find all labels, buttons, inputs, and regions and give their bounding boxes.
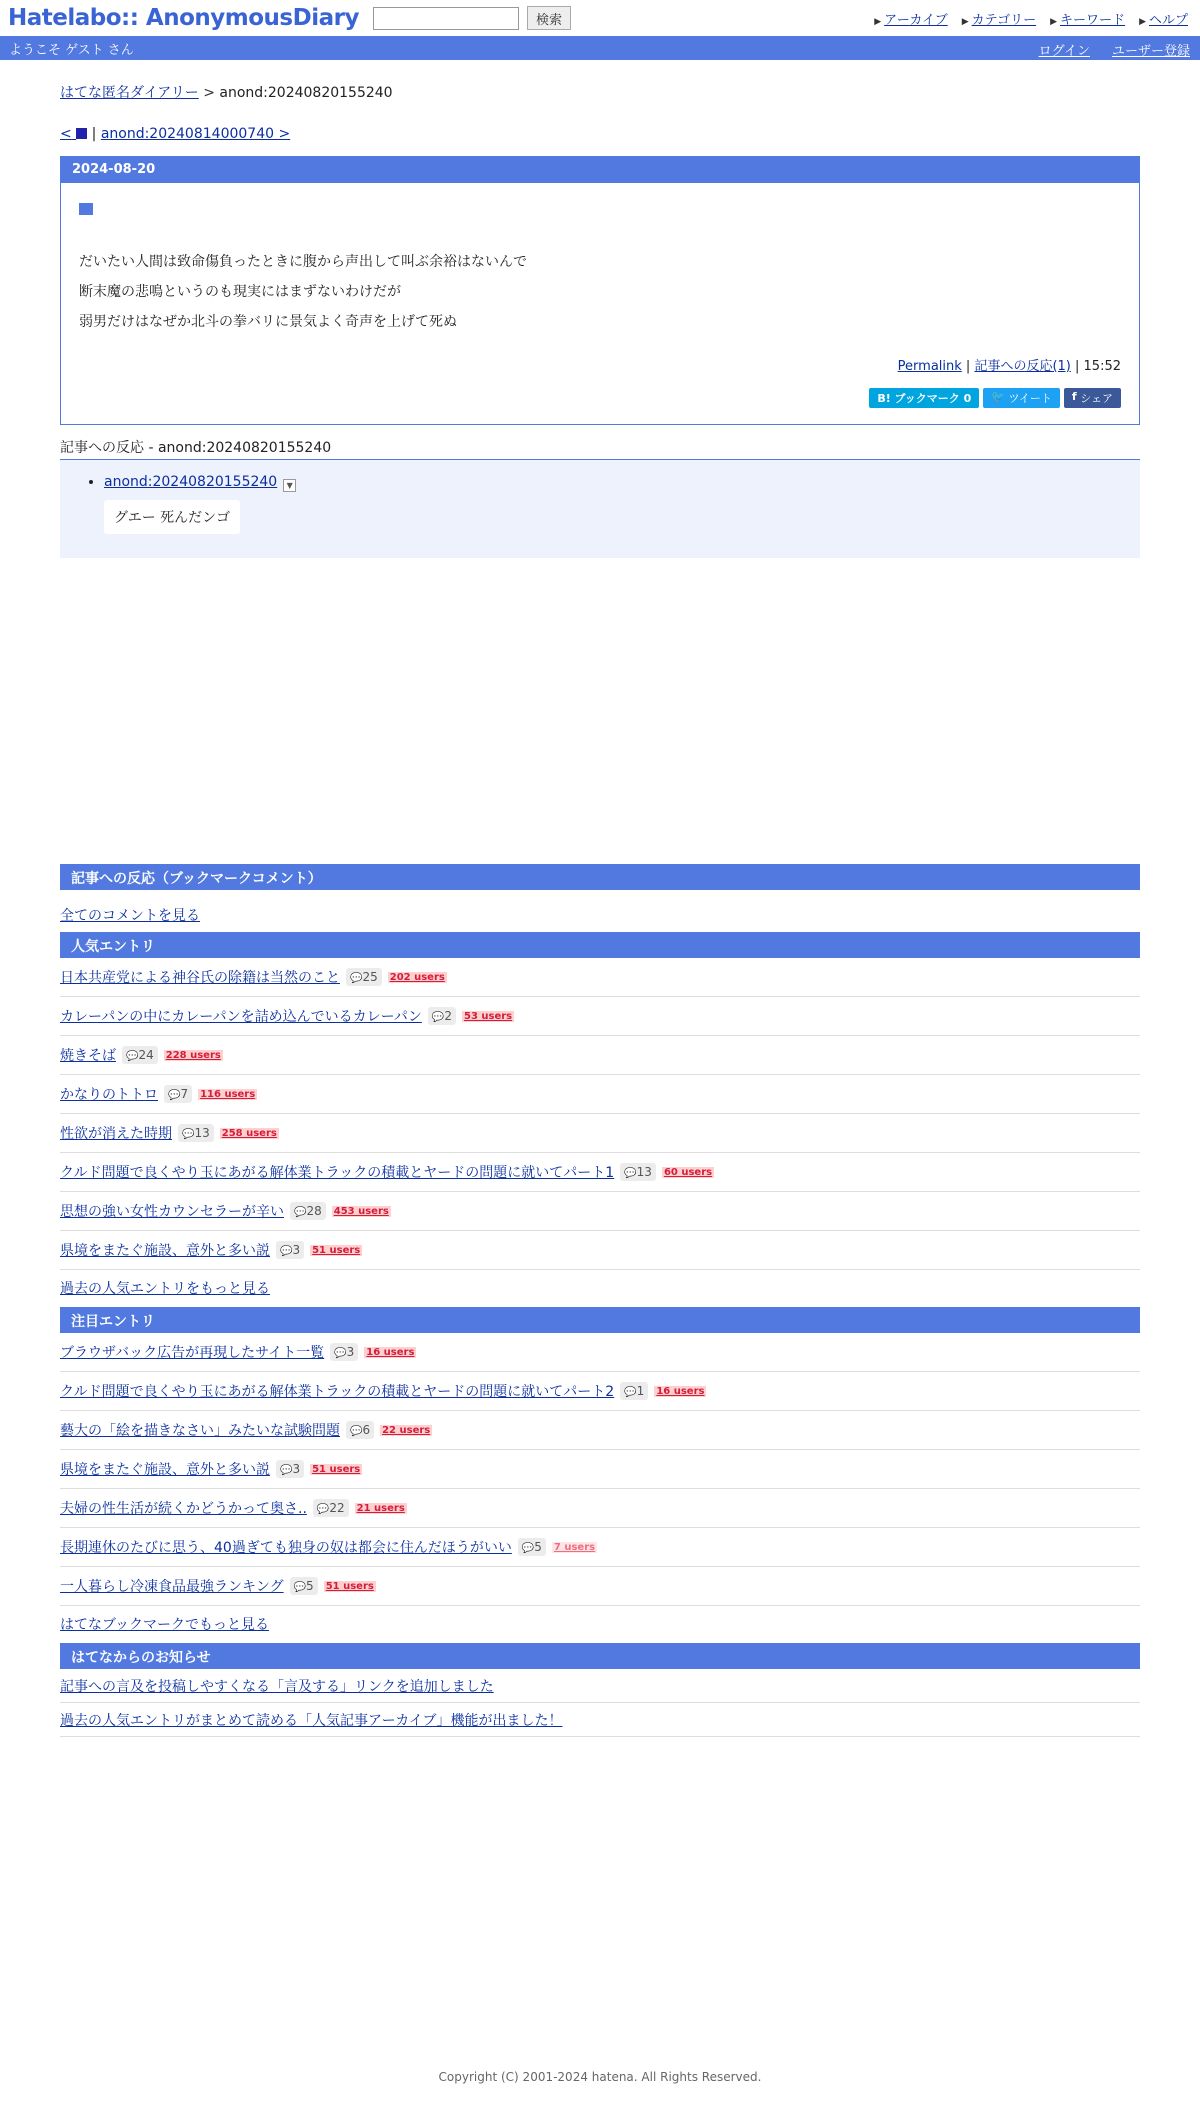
users-badge[interactable]: 51 users xyxy=(312,1463,361,1475)
reactions-heading: 記事への反応 - anond:20240820155240 xyxy=(60,437,1140,460)
entry-link[interactable]: 性欲が消えた時期 xyxy=(60,1126,172,1142)
comment-count[interactable]: 💬1 xyxy=(620,1382,648,1400)
square-icon xyxy=(79,203,93,215)
entry-link[interactable]: 一人暮らし冷凍食品最強ランキング xyxy=(60,1579,284,1595)
list-item xyxy=(60,1333,1140,1372)
facebook-icon: f xyxy=(1071,390,1077,403)
entry-link[interactable]: 県境をまたぐ施設、意外と多い説 xyxy=(60,1243,270,1259)
pager-separator: | xyxy=(91,126,97,142)
nav-help[interactable]: ヘルプ xyxy=(1148,13,1188,28)
tweet-button[interactable]: 🐦 ツイート xyxy=(983,388,1060,408)
comment-count[interactable]: 💬3 xyxy=(276,1460,304,1478)
prev-entry-link[interactable]: < xyxy=(60,126,87,142)
all-comments-link[interactable]: 全てのコメントを見る xyxy=(60,908,200,924)
top-nav xyxy=(874,9,1188,28)
comment-count[interactable]: 💬7 xyxy=(164,1085,192,1103)
list-item xyxy=(60,1036,1140,1075)
facebook-share-button[interactable]: f シェア xyxy=(1064,388,1121,408)
comment-icon: 💬 xyxy=(624,1168,637,1179)
attention-heading: 注目エントリ xyxy=(60,1307,1140,1333)
news-link[interactable]: 記事への言及を投稿しやすくなる「言及する」リンクを追加しました xyxy=(60,1678,494,1695)
news-heading: はてなからのお知らせ xyxy=(60,1643,1140,1669)
popular-more-link[interactable]: 過去の人気エントリをもっと見る xyxy=(60,1281,270,1297)
reactions-link[interactable]: 記事への反応(1) xyxy=(974,359,1071,374)
ad-space xyxy=(60,558,1140,864)
users-badge[interactable]: 60 users xyxy=(663,1166,713,1178)
comment-icon: 💬 xyxy=(294,1207,307,1218)
breadcrumb-separator: > xyxy=(203,85,215,101)
breadcrumb-home[interactable]: はてな匿名ダイアリー xyxy=(60,85,199,101)
comment-count[interactable]: 💬5 xyxy=(290,1577,318,1595)
entry-meta: Permalink | 記事への反応(1) | 15:52 xyxy=(897,359,1121,374)
login-link[interactable]: ログイン xyxy=(1038,44,1090,59)
entry-line: だいたい人間は致命傷負ったときに腹から声出して叫ぶ余裕はないんで xyxy=(79,254,527,270)
users-badge[interactable]: 51 users xyxy=(312,1244,361,1256)
twitter-icon: 🐦 xyxy=(991,390,1005,403)
nav-category[interactable]: カテゴリー xyxy=(971,13,1037,28)
news-list xyxy=(60,1669,1140,1737)
users-badge[interactable]: 53 users xyxy=(464,1010,513,1022)
comment-icon: 💬 xyxy=(334,1348,347,1359)
list-item xyxy=(60,1231,1140,1270)
entry-link[interactable]: 長期連休のたびに思う、40過ぎても独身の奴は都会に住んだほうがいい xyxy=(60,1540,512,1556)
reactions-list xyxy=(60,460,1140,558)
comment-icon: 💬 xyxy=(431,1012,445,1023)
entry-link[interactable]: 県境をまたぐ施設、意外と多い説 xyxy=(60,1462,270,1478)
news-item xyxy=(60,1703,1140,1737)
breadcrumb-current: anond:20240820155240 xyxy=(219,85,393,101)
entry-text xyxy=(79,247,1121,337)
popular-heading: 人気エントリ xyxy=(60,932,1140,958)
comment-count[interactable]: 💬22 xyxy=(313,1499,349,1517)
list-item xyxy=(60,958,1140,997)
nav-keyword[interactable]: キーワード xyxy=(1060,13,1126,28)
entry-link[interactable]: ブラウザバック広告が再現したサイト一覧 xyxy=(60,1345,325,1361)
share-buttons xyxy=(79,388,1121,408)
list-item xyxy=(60,1192,1140,1231)
list-item xyxy=(60,1450,1140,1489)
comment-count[interactable]: 💬6 xyxy=(346,1421,374,1439)
users-badge[interactable]: 202 users xyxy=(389,971,445,983)
search-button[interactable]: 検索 xyxy=(527,6,571,30)
entry-line: 断末魔の悲鳴というのも現実にはまずないわけだが xyxy=(79,284,401,300)
entry-line: 弱男だけはなぜか北斗の拳バリに景気よく奇声を上げて死ぬ xyxy=(79,314,457,330)
comment-count[interactable]: 💬5 xyxy=(518,1538,546,1556)
register-link[interactable]: ユーザー登録 xyxy=(1111,44,1190,59)
triangle-icon: ▶ xyxy=(961,17,969,27)
search-input[interactable] xyxy=(373,7,519,30)
welcome-text: ようこそ ゲスト さん xyxy=(9,42,134,58)
comment-count[interactable]: 💬3 xyxy=(276,1241,304,1259)
comment-count[interactable]: 💬28 xyxy=(290,1202,326,1220)
users-badge[interactable]: 453 users xyxy=(333,1205,389,1217)
diary-entry xyxy=(60,156,1140,425)
reaction-item xyxy=(104,474,1140,492)
comment-icon: 💬 xyxy=(624,1387,637,1398)
entry-title-link[interactable] xyxy=(79,201,93,219)
list-item xyxy=(60,1528,1140,1567)
list-item xyxy=(60,1489,1140,1528)
entry-link[interactable]: 思想の強い女性カウンセラーが辛い xyxy=(60,1204,284,1220)
list-item xyxy=(60,1567,1140,1606)
users-badge[interactable]: 22 users xyxy=(382,1424,431,1436)
entry-link[interactable]: カレーパンの中にカレーパンを詰め込んでいるカレーパン xyxy=(60,1009,422,1025)
entry-link[interactable]: 日本共産党による神谷氏の除籍は当然のこと xyxy=(60,970,340,986)
entry-link[interactable]: クルド問題で良くやり玉にあがる解体業トラックの積載とヤードの問題に就いてパート1 xyxy=(60,1165,615,1181)
list-item xyxy=(60,1075,1140,1114)
attention-more-link[interactable]: はてなブックマークでもっと見る xyxy=(60,1617,270,1633)
dropdown-icon[interactable]: ▼ xyxy=(283,479,296,492)
news-link[interactable]: 過去の人気エントリがまとめて読める「人気記事アーカイブ」機能が出ました！ xyxy=(60,1712,563,1729)
nav-archive[interactable]: アーカイブ xyxy=(884,13,948,28)
entry-date: 2024-08-20 xyxy=(61,157,1139,183)
comment-icon: 💬 xyxy=(350,973,363,984)
main-content xyxy=(60,82,1140,1737)
list-item xyxy=(60,1114,1140,1153)
list-item xyxy=(60,1411,1140,1450)
footer-copyright: Copyright (C) 2001-2024 hatena. All Rights Reserved. xyxy=(438,2070,762,2084)
entry-pager xyxy=(60,126,1140,142)
comment-count[interactable]: 💬13 xyxy=(178,1124,214,1142)
comment-count[interactable]: 💬24 xyxy=(122,1046,158,1064)
reaction-quote: グエー 死んだンゴ xyxy=(104,500,240,534)
comment-icon: 💬 xyxy=(280,1246,293,1257)
users-badge[interactable]: 16 users xyxy=(366,1346,415,1358)
comment-icon: 💬 xyxy=(168,1090,181,1101)
entry-link[interactable]: 焼きそば xyxy=(60,1048,116,1064)
permalink-link[interactable]: Permalink xyxy=(897,359,962,374)
comment-icon: 💬 xyxy=(521,1543,535,1554)
users-badge[interactable]: 228 users xyxy=(165,1049,221,1061)
user-bar xyxy=(0,36,1200,60)
entry-link[interactable]: かなりのトトロ xyxy=(60,1087,158,1103)
popular-list xyxy=(60,958,1140,1270)
triangle-icon: ▶ xyxy=(874,17,882,27)
entry-time: 15:52 xyxy=(1083,359,1121,374)
entry-link[interactable]: クルド問題で良くやり玉にあがる解体業トラックの積載とヤードの問題に就いてパート2 xyxy=(60,1384,615,1400)
comment-icon: 💬 xyxy=(316,1504,330,1515)
comment-icon: 💬 xyxy=(350,1426,363,1437)
list-item xyxy=(60,997,1140,1036)
attention-list xyxy=(60,1333,1140,1606)
reaction-link[interactable]: anond:20240820155240 xyxy=(104,474,278,490)
triangle-icon: ▶ xyxy=(1139,17,1146,27)
bookmark-button[interactable]: B! ブックマーク 0 xyxy=(869,388,979,408)
comment-count[interactable]: 💬25 xyxy=(346,968,382,986)
users-badge[interactable]: 7 users xyxy=(553,1541,596,1553)
list-item xyxy=(60,1153,1140,1192)
breadcrumb xyxy=(60,82,1140,102)
users-badge[interactable]: 16 users xyxy=(656,1385,705,1397)
comment-count[interactable]: 💬2 xyxy=(428,1007,456,1025)
users-badge[interactable]: 116 users xyxy=(200,1088,256,1100)
bookmark-comments-heading: 記事への反応（ブックマークコメント） xyxy=(60,864,1140,890)
users-badge[interactable]: 51 users xyxy=(325,1580,374,1592)
list-item xyxy=(60,1372,1140,1411)
comment-icon: 💬 xyxy=(280,1465,293,1476)
triangle-icon: ▶ xyxy=(1050,17,1058,27)
news-item xyxy=(60,1669,1140,1703)
top-bar xyxy=(0,0,1200,36)
users-badge[interactable]: 21 users xyxy=(356,1502,405,1514)
comment-count[interactable]: 💬3 xyxy=(330,1343,358,1361)
site-logo[interactable]: Hatelabo:: AnonymousDiary xyxy=(8,5,359,31)
entry-link[interactable]: 夫婦の性生活が続くかどうかって奥さ.. xyxy=(60,1501,307,1517)
square-icon xyxy=(76,128,87,139)
users-badge[interactable]: 258 users xyxy=(221,1127,277,1139)
comment-count[interactable]: 💬13 xyxy=(620,1163,656,1181)
comment-icon: 💬 xyxy=(182,1129,195,1140)
comment-icon: 💬 xyxy=(126,1051,139,1062)
entry-link[interactable]: 藝大の「絵を描きなさい」みたいな試験問題 xyxy=(60,1423,340,1439)
next-entry-link[interactable]: anond:20240814000740 > xyxy=(100,126,291,142)
comment-icon: 💬 xyxy=(293,1582,307,1593)
